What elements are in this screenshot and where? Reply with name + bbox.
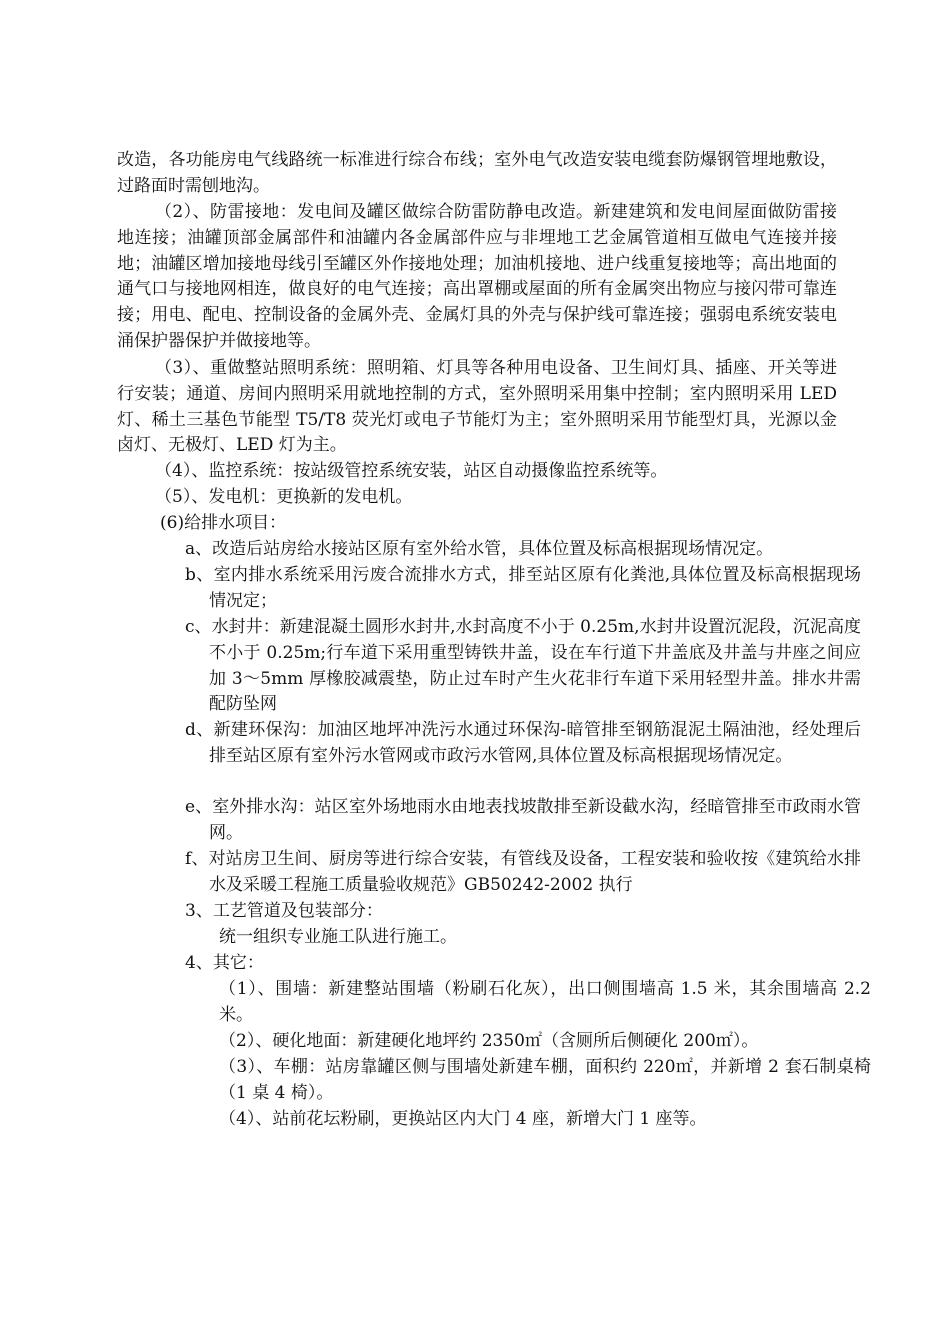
item-d-environmental-ditch: d、新建环保沟：加油区地坪冲洗污水通过环保沟-暗管排至钢筋混泥土隔油池，经处理后排至站区原有室外污水管网或市政污水管网,具体位置及标高根据现场情况定。 xyxy=(185,720,861,766)
paragraph-monitoring-system: （4）、监控系统：按站级管控系统安装，站区自动摄像监控系统等。 xyxy=(155,461,668,481)
paragraph-lightning-grounding: （2）、防雷接地：发电间及罐区做综合防雷防静电改造。新建建筑和发电间屋面做防雷接地连接；油罐顶部金属部件和油罐内各金属部件应与非埋地工艺金属管道相互做电气连接并接地；油罐区增加接地母线引至罐区外作接地处理；加油机接地、进户线重复接地等；高出地面的通气口与接地网相连，做良好的电气连接；高出罩棚或屋面的所有金属突出物应与接闪带可靠连接；用电、配电、控制设备的金属外壳、金属灯具的外壳与保护线可靠连接；强弱电系统安装电涌保护器保护并做接地等。 xyxy=(117,202,837,351)
item-e-outdoor-drainage: e、室外排水沟：站区室外场地雨水由地表找坡散排至新设截水沟，经暗管排至市政雨水管网。 xyxy=(185,797,861,843)
item-carport: （3）、车棚：站房靠罐区侧与围墙处新建车棚，面积约 220㎡，并新增 2 套石制桌椅（1 桌 4 椅）。 xyxy=(219,1057,871,1103)
item-c-water-seal-well: c、水封井：新建混凝土圆形水封井,水封高度不小于 0.25m,水封井设置沉泥段，沉泥高度不小于 0.25m;行车道下采用重型铸铁井盖，设在车行道下井盖底及井盖与井座之间应加 3～5mm 厚橡胶减震垫，防止过车时产生火花非行车道下采用轻型井盖。排水井需配防坠网 xyxy=(185,617,861,715)
heading-others: 4、其它： xyxy=(185,953,264,973)
item-boundary-wall: （1）、围墙：新建整站围墙（粉刷石化灰），出口侧围墙高 1.5 米，其余围墙高 2.2 米。 xyxy=(219,979,871,1025)
item-a-water-supply: a、改造后站房给水接站区原有室外给水管，具体位置及标高根据现场情况定。 xyxy=(185,539,774,559)
heading-water-supply-drainage: (6)给排水项目： xyxy=(160,513,287,533)
item-f-comprehensive-installation: f、对站房卫生间、厨房等进行综合安装，有管线及设备，工程安装和验收按《建筑给水排水及采暖工程施工质量验收规范》GB50242-2002 执行 xyxy=(185,849,861,895)
item-hardened-ground: （2）、硬化地面：新建硬化地坪约 2350㎡（含厕所后侧硬化 200㎡）。 xyxy=(219,1031,759,1051)
heading-process-piping: 3、工艺管道及包装部分： xyxy=(185,901,383,921)
paragraph-electrical-wiring: 改造，各功能房电气线路统一标准进行综合布线；室外电气改造安装电缆套防爆钢管埋地敷设，过路面时需刨地沟。 xyxy=(117,150,837,196)
item-b-indoor-drainage: b、室内排水系统采用污废合流排水方式，排至站区原有化粪池,具体位置及标高根据现场情况定； xyxy=(185,565,861,611)
paragraph-construction-team: 统一组织专业施工队进行施工。 xyxy=(219,927,457,947)
item-flower-bed: （4）、站前花坛粉刷，更换站区内大门 4 座，新增大门 1 座等。 xyxy=(219,1109,707,1129)
paragraph-lighting-system: （3）、重做整站照明系统：照明箱、灯具等各种用电设备、卫生间灯具、插座、开关等进行安装；通道、房间内照明采用就地控制的方式，室外照明采用集中控制；室内照明采用 LED 灯、稀土三基色节能型 T5/T8 荧光灯或电子节能灯为主；室外照明采用节能型灯具，光源以金卤灯、无极灯、LED 灯为主。 xyxy=(117,358,837,456)
paragraph-generator: （5）、发电机：更换新的发电机。 xyxy=(155,487,413,507)
